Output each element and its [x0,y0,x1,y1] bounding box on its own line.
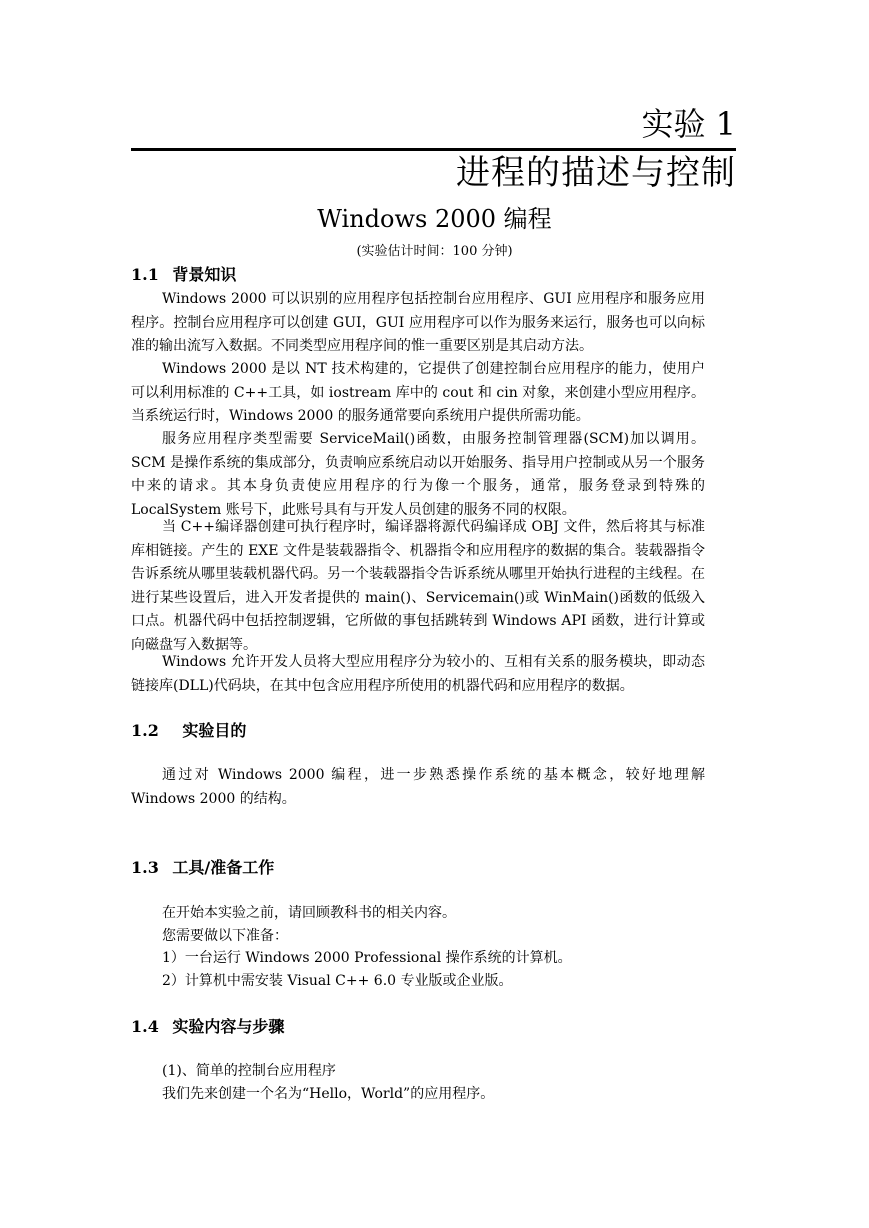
chapter-number: 实验 1 [641,105,736,143]
section-title: 背景知识 [172,265,237,284]
chapter-title: 进程的描述与控制 [456,153,736,193]
section-title: 实验内容与步骤 [172,1017,285,1036]
section-heading-tools [131,857,274,879]
section-title: 实验目的 [182,721,247,740]
paragraph: Windows 2000 是以 NT 技术构建的，它提供了创建控制台应用程序的能力，使用户可以利用标准的 C++工具，如 iostream 库中的 cout 和 cin 对象，来创建小型应用程序。当系统运行时，Windows 2000 的服务通常要向系统用户提供所需功能。 [131,361,705,424]
text-line: 在开始本实验之前，请回顾教科书的相关内容。 [162,905,456,921]
paragraph: Windows 2000 可以识别的应用程序包括控制台应用程序、GUI 应用程序和服务应用程序。控制台应用程序可以创建 GUI，GUI 应用程序可以作为服务来运行，服务也可以向标准的输出流写入数据。不同类型应用程序间的惟一重要区别是其启动方法。 [131,291,705,354]
section-title: 工具/准备工作 [172,858,275,877]
section-number: 1.2 [131,721,159,740]
paragraph: 通过对 Windows 2000 编程，进一步熟悉操作系统的基本概念，较好地理解 Windows 2000 的结构。 [131,767,705,807]
section-number: 1.3 [131,858,159,877]
paragraph: 当 C++编译器创建可执行程序时，编译器将源代码编译成 OBJ 文件，然后将其与标准库相链接。产生的 EXE 文件是装载器指令、机器指令和应用程序的数据的集合。装载器指令告诉系统从哪里装载机器代码。另一个装载器指令告诉系统从哪里开始执行进程的主线程。在进行某些设置后，进入开发者提供的 main()、Servicemain()或 WinMain()函数的低级入口点。机器代码中包括控制逻辑，它所做的事包括跳转到 Windows API 函数，进行计算或向磁盘写入数据等。 [131,519,705,653]
text-line: 2）计算机中需安装 Visual C++ 6.0 专业版或企业版。 [162,973,513,989]
section-heading-background [131,264,236,286]
section-number: 1.1 [131,265,159,284]
chapter-subtitle: Windows 2000 编程 [317,205,552,233]
paragraph: 服务应用程序类型需要 ServiceMail()函数，由服务控制管理器(SCM)加以调用。SCM 是操作系统的集成部分，负责响应系统启动以开始服务、指导用户控制或从另一个服务中来的请求。其本身负责使应用程序的行为像一个服务，通常，服务登录到特殊的 LocalSystem 账号下，此账号具有与开发人员创建的服务不同的权限。 [131,431,705,518]
paragraph: Windows 允许开发人员将大型应用程序分为较小的、互相有关系的服务模块，即动态链接库(DLL)代码块，在其中包含应用程序所使用的机器代码和应用程序的数据。 [131,654,705,694]
section-heading-content [131,1016,284,1038]
text-line: 您需要做以下准备： [162,928,288,944]
text-line: 我们先来创建一个名为“Hello，World”的应用程序。 [162,1086,495,1102]
text-line: 1）一台运行 Windows 2000 Professional 操作系统的计算机。 [162,950,572,966]
text-line: (1)、简单的控制台应用程序 [162,1063,336,1079]
estimated-time: (实验估计时间：100 分钟) [356,244,513,259]
section-heading-purpose [131,720,246,742]
section-number: 1.4 [131,1017,159,1036]
